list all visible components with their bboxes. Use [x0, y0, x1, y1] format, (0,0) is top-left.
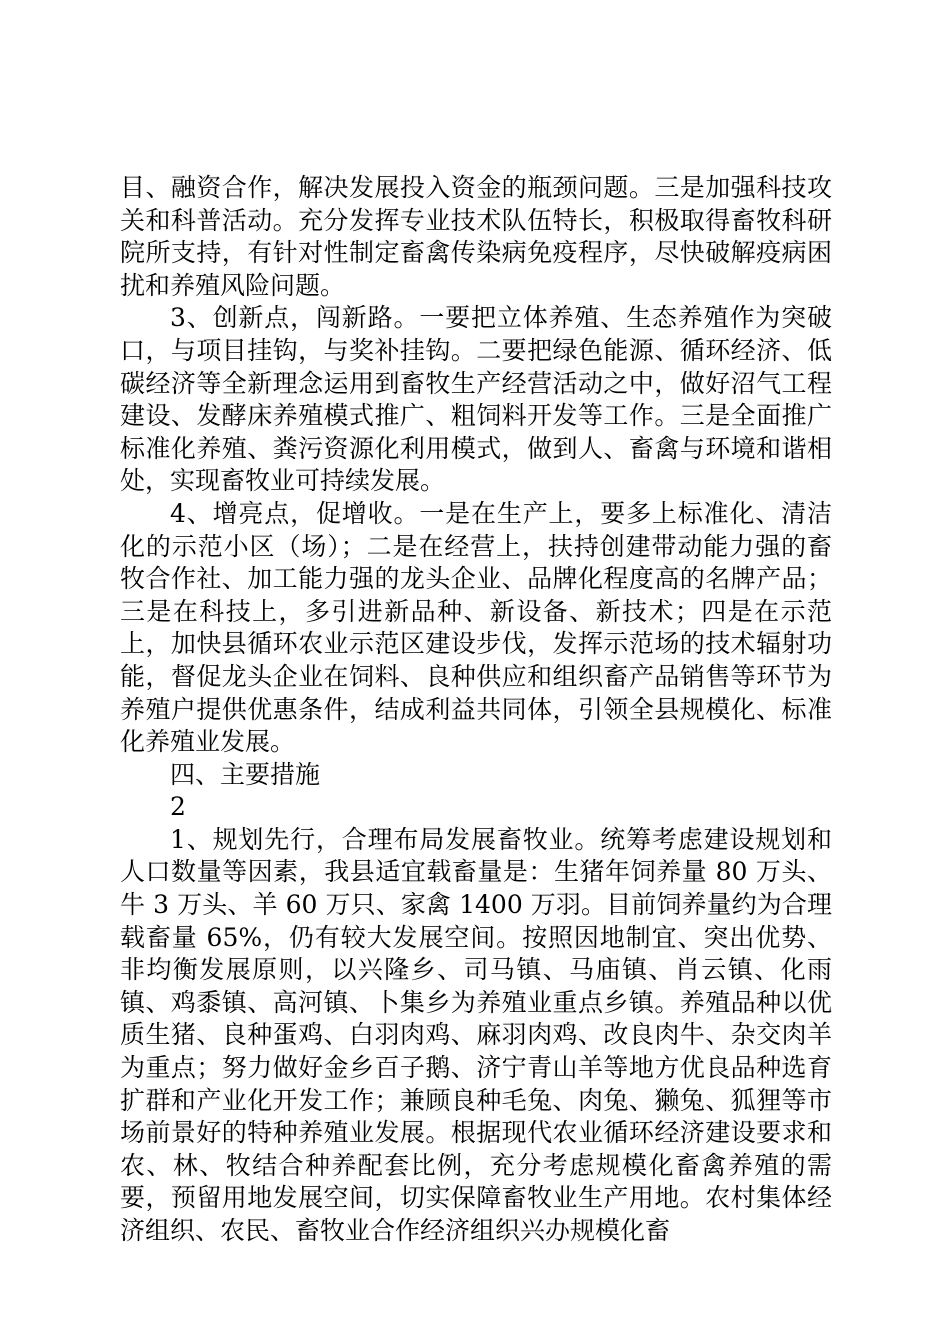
- document-body: [120, 172, 832, 1248]
- page-number-marker: 2: [170, 792, 186, 822]
- paragraph-point-3: 3、创新点，闯新路。一要把立体养殖、生态养殖作为突破口，与项目挂钩，与奖补挂钩。二要把绿色能源、循环经济、低碳经济等全新理念运用到畜牧生产经营活动之中，做好沼气工程建设、发酵床养殖模式推广、粗饲料开发等工作。三是全面推广标准化养殖、粪污资源化利用模式，做到人、畜禽与环境和谐相处，实现畜牧业可持续发展。: [120, 303, 832, 496]
- section-heading-main-measures: 四、主要措施: [170, 759, 321, 789]
- paragraph-continuation: 目、融资合作，解决发展投入资金的瓶颈问题。三是加强科技攻关和科普活动。充分发挥专业技术队伍特长，积极取得畜牧科研院所支持，有针对性制定畜禽传染病免疫程序，尽快破解疫病困扰和养殖风险问题。: [120, 173, 832, 300]
- paragraph-measure-1: 1、规划先行，合理布局发展畜牧业。统筹考虑建设规划和人口数量等因素，我县适宜载畜量是：生猪年饲养量 80 万头、牛 3 万头、羊 60 万只、家禽 1400 万羽。目前饲养量约为合理载畜量 65%，仍有较大发展空间。按照因地制宜、突出优势、非均衡发展原则，以兴隆乡、司马镇、马庙镇、肖云镇、化雨镇、鸡黍镇、高河镇、卜集乡为养殖业重点乡镇。养殖品种以优质生猪、良种蛋鸡、白羽肉鸡、麻羽肉鸡、改良肉牛、杂交肉羊为重点；努力做好金乡百子鹅、济宁青山羊等地方优良品种选育扩群和产业化开发工作；兼顾良种毛兔、肉兔、獭兔、狐狸等市场前景好的特种养殖业发展。根据现代农业循环经济建设要求和农、林、牧结合种养配套比例，充分考虑规模化畜禽养殖的需要，预留用地发展空间，切实保障畜牧业生产用地。农村集体经济组织、农民、畜牧业合作经济组织兴办规模化畜: [120, 824, 832, 1245]
- paragraph-point-4: 4、增亮点，促增收。一是在生产上，要多上标准化、清洁化的示范小区（场）；二是在经营上，扶持创建带动能力强的畜牧合作社、加工能力强的龙头企业、品牌化程度高的名牌产品；三是在科技上，多引进新品种、新设备、新技术；四是在示范上，加快县循环农业示范区建设步伐，发挥示范场的技术辐射功能，督促龙头企业在饲料、良种供应和组织畜产品销售等环节为养殖户提供优惠条件，结成利益共同体，引领全县规模化、标准化养殖业发展。: [120, 498, 832, 757]
